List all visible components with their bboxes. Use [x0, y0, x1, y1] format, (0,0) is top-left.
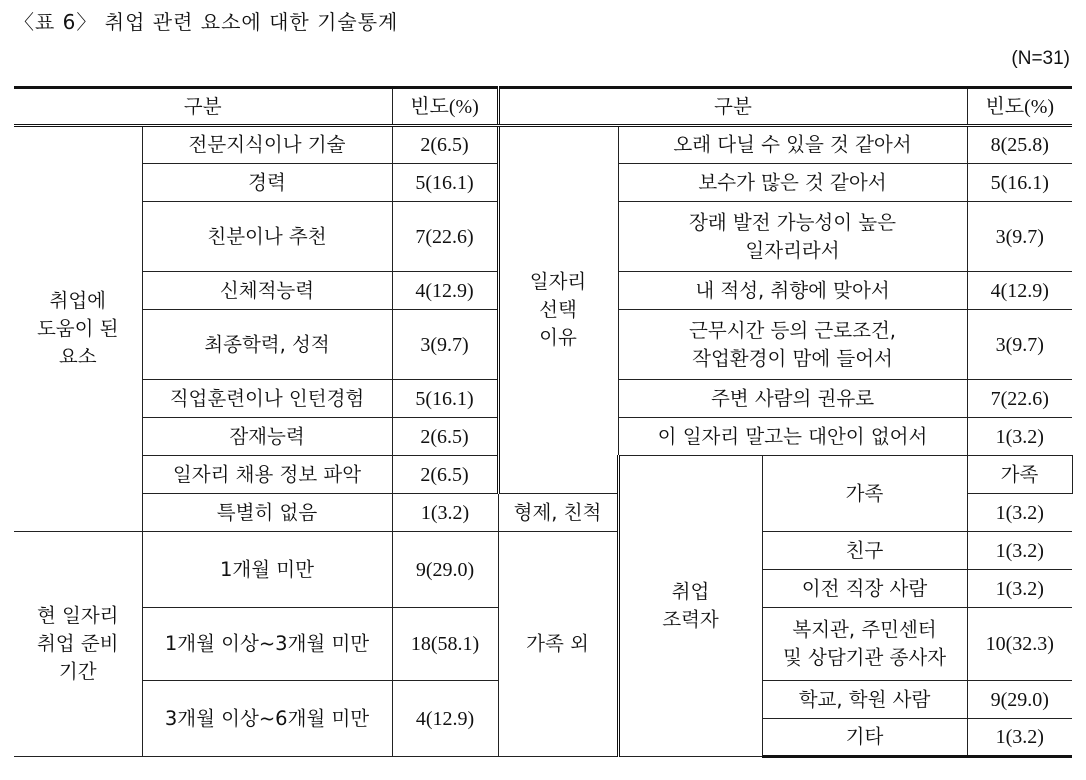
right-freq: 8(25.8) [967, 126, 1072, 164]
right-freq: 9(29.0) [967, 681, 1072, 719]
right-group-label-helper: 취업 조력자 [618, 456, 762, 757]
left-freq: 2(6.5) [392, 418, 498, 456]
right-freq: 4(12.9) [967, 272, 1072, 310]
right-freq: 3(9.7) [967, 310, 1072, 380]
left-freq: 5(16.1) [392, 164, 498, 202]
right-item: 보수가 많은 것 같아서 [618, 164, 967, 202]
right-freq: 5(16.1) [967, 164, 1072, 202]
left-item: 친분이나 추천 [142, 202, 392, 272]
right-item: 학교, 학원 사람 [762, 681, 967, 719]
right-group-label-reason: 일자리 선택 이유 [498, 126, 618, 494]
sample-size-note: (N=31) [1011, 48, 1070, 69]
left-freq: 4(12.9) [392, 272, 498, 310]
right-freq: 1(3.2) [967, 719, 1072, 757]
left-item: 3개월 이상~6개월 미만 [142, 681, 392, 757]
left-item: 일자리 채용 정보 파악 [142, 456, 392, 494]
left-item: 1개월 이상~3개월 미만 [142, 608, 392, 681]
left-item: 신체적능력 [142, 272, 392, 310]
right-item: 내 적성, 취향에 맞아서 [618, 272, 967, 310]
left-freq: 5(16.1) [392, 380, 498, 418]
right-item: 가족 [967, 456, 1072, 494]
left-item: 전문지식이나 기술 [142, 126, 392, 164]
right-item: 이전 직장 사람 [762, 570, 967, 608]
right-item: 형제, 친척 [498, 494, 618, 532]
right-freq: 3(9.7) [967, 202, 1072, 272]
left-item: 1개월 미만 [142, 532, 392, 608]
right-item: 장래 발전 가능성이 높은 일자리라서 [618, 202, 967, 272]
right-item: 친구 [762, 532, 967, 570]
right-subgroup-label-nonfamily: 가족 외 [498, 532, 618, 757]
right-item: 복지관, 주민센터 및 상담기관 종사자 [762, 608, 967, 681]
header-row [14, 88, 1072, 126]
header-freq-left: 빈도(%) [392, 88, 498, 126]
left-freq: 18(58.1) [392, 608, 498, 681]
left-freq: 4(12.9) [392, 681, 498, 757]
right-freq: 1(3.2) [967, 532, 1072, 570]
right-freq: 10(32.3) [967, 608, 1072, 681]
header-category-right: 구분 [498, 88, 967, 126]
right-freq: 1(3.2) [967, 418, 1072, 456]
left-item: 최종학력, 성적 [142, 310, 392, 380]
left-item: 직업훈련이나 인턴경험 [142, 380, 392, 418]
table-row [14, 126, 1072, 164]
left-item: 특별히 없음 [142, 494, 392, 532]
left-freq: 3(9.7) [392, 310, 498, 380]
right-item: 근무시간 등의 근로조건, 작업환경이 맘에 들어서 [618, 310, 967, 380]
table-row [14, 532, 1072, 570]
left-item: 경력 [142, 164, 392, 202]
left-item: 잠재능력 [142, 418, 392, 456]
left-freq: 1(3.2) [392, 494, 498, 532]
right-item: 기타 [762, 719, 967, 757]
statistics-table [14, 86, 1072, 758]
table-caption: 〈표 6〉 취업 관련 요소에 대한 기술통계 [14, 10, 399, 34]
right-freq: 7(22.6) [967, 380, 1072, 418]
header-category-left: 구분 [14, 88, 392, 126]
right-item: 오래 다닐 수 있을 것 같아서 [618, 126, 967, 164]
right-freq: 1(3.2) [967, 494, 1072, 532]
right-item: 이 일자리 말고는 대안이 없어서 [618, 418, 967, 456]
left-freq: 2(6.5) [392, 456, 498, 494]
header-freq-right: 빈도(%) [967, 88, 1072, 126]
left-group-label-helpful: 취업에 도움이 된 요소 [14, 126, 142, 532]
right-subgroup-label-family: 가족 [762, 456, 967, 532]
right-item: 주변 사람의 권유로 [618, 380, 967, 418]
left-group-label-period: 현 일자리 취업 준비 기간 [14, 532, 142, 757]
right-freq: 1(3.2) [967, 570, 1072, 608]
left-freq: 7(22.6) [392, 202, 498, 272]
left-freq: 2(6.5) [392, 126, 498, 164]
left-freq: 9(29.0) [392, 532, 498, 608]
